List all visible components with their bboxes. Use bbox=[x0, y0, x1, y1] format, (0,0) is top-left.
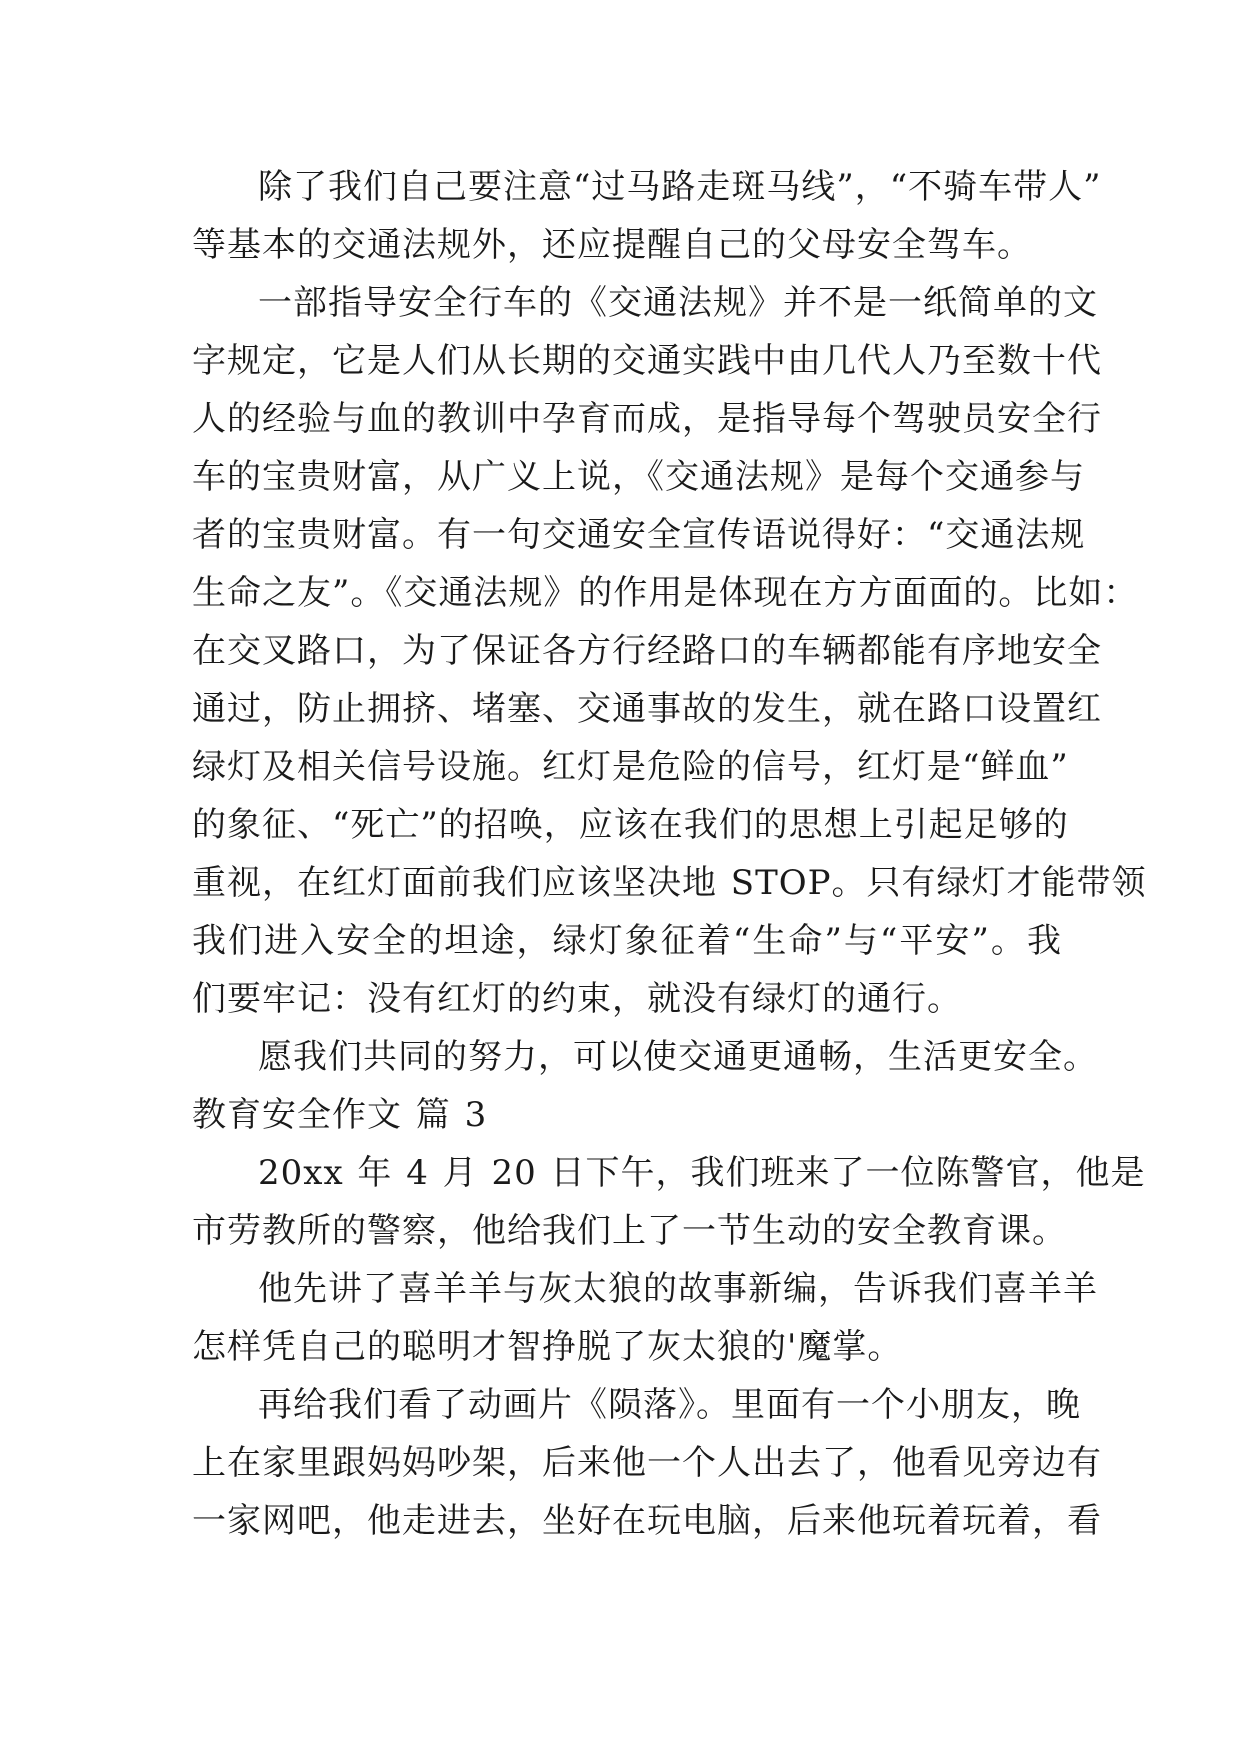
text-line: 在交叉路口，为了保证各方行经路口的车辆都能有序地安全 bbox=[192, 631, 1102, 671]
text-line: 一部指导安全行车的《交通法规》并不是一纸简单的文 bbox=[258, 283, 1098, 323]
text-line: 绿灯及相关信号设施。红灯是危险的信号，红灯是“鲜血” bbox=[192, 747, 1069, 787]
text-line: 再给我们看了动画片《陨落》。里面有一个小朋友，晚 bbox=[258, 1385, 1081, 1425]
text-line: 等基本的交通法规外，还应提醒自己的父母安全驾车。 bbox=[192, 225, 1032, 265]
text-line: 他先讲了喜羊羊与灰太狼的故事新编，告诉我们喜羊羊 bbox=[258, 1269, 1098, 1309]
document-body bbox=[192, 158, 1147, 1550]
text-line: 重视，在红灯面前我们应该坚决地 STOP。只有绿灯才能带领 bbox=[192, 863, 1147, 903]
text-line: 们要牢记：没有红灯的约束，就没有绿灯的通行。 bbox=[192, 979, 962, 1019]
text-line: 生命之友”。《交通法规》的作用是体现在方方面面的。比如： bbox=[192, 573, 1139, 613]
section-heading: 教育安全作文 篇 3 bbox=[192, 1095, 488, 1135]
text-line: 通过，防止拥挤、堵塞、交通事故的发生，就在路口设置红 bbox=[192, 689, 1102, 729]
text-line: 愿我们共同的努力，可以使交通更通畅，生活更安全。 bbox=[258, 1037, 1098, 1077]
text-line: 者的宝贵财富。有一句交通安全宣传语说得好：“交通法规 bbox=[192, 515, 1086, 555]
text-line: 市劳教所的警察，他给我们上了一节生动的安全教育课。 bbox=[192, 1211, 1067, 1251]
text-line: 怎样凭自己的聪明才智挣脱了灰太狼的'魔掌。 bbox=[192, 1327, 903, 1367]
text-line: 上在家里跟妈妈吵架，后来他一个人出去了，他看见旁边有 bbox=[192, 1443, 1102, 1483]
text-line: 车的宝贵财富，从广义上说，《交通法规》是每个交通参与 bbox=[192, 457, 1085, 497]
text-line: 的象征、“死亡”的招唤，应该在我们的思想上引起足够的 bbox=[192, 805, 1069, 845]
text-line: 除了我们自己要注意“过马路走斑马线”，“不骑车带人” bbox=[258, 167, 1102, 207]
text-line: 我们进入安全的坦途，绿灯象征着“生命”与“平安”。我 bbox=[192, 921, 1062, 961]
text-line: 人的经验与血的教训中孕育而成，是指导每个驾驶员安全行 bbox=[192, 399, 1102, 439]
text-line: 字规定，它是人们从长期的交通实践中由几代人乃至数十代 bbox=[192, 341, 1102, 381]
text-line: 一家网吧，他走进去，坐好在玩电脑，后来他玩着玩着，看 bbox=[192, 1501, 1102, 1541]
text-line: 20xx 年 4 月 20 日下午，我们班来了一位陈警官，他是 bbox=[258, 1153, 1146, 1193]
